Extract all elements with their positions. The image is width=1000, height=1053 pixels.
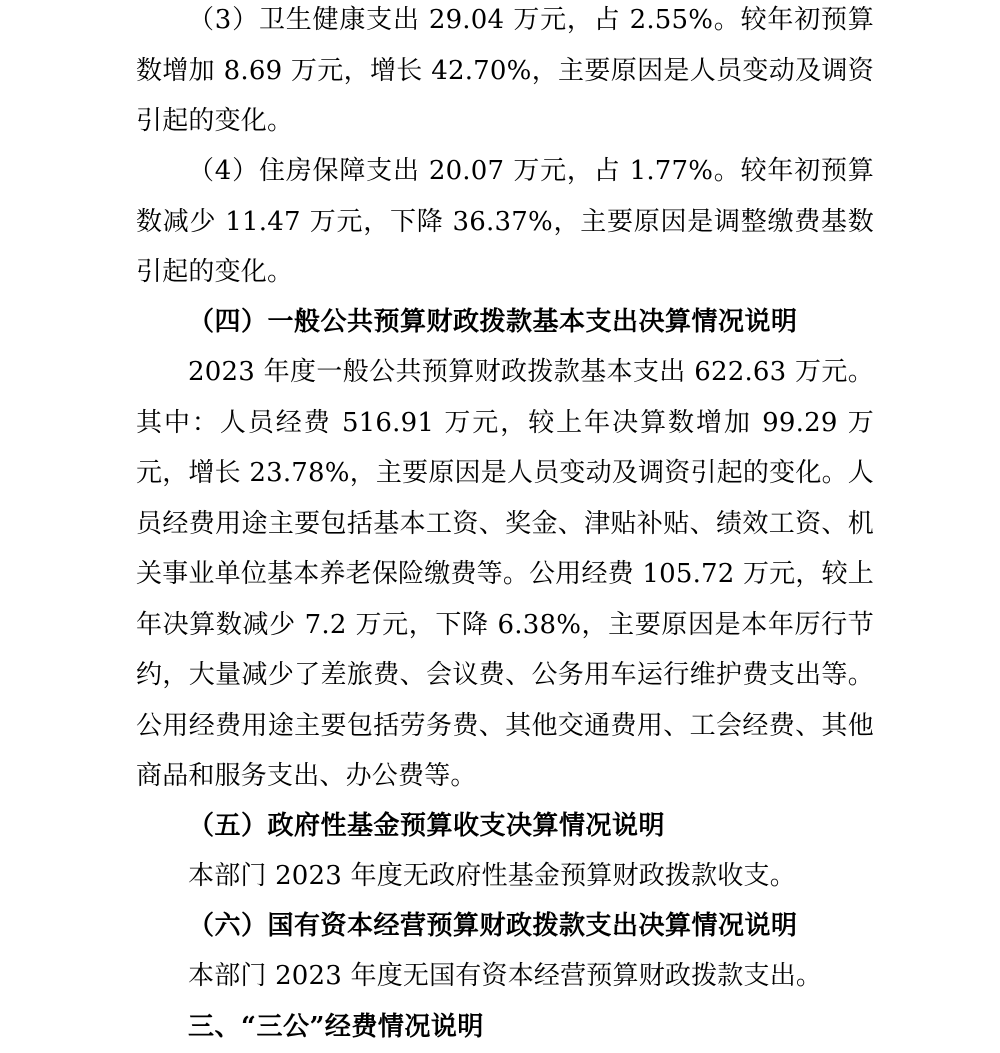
paragraph-health-expenditure: （3）卫生健康支出 29.04 万元，占 2.55%。较年初预算数增加 8.69 万元，增长 42.70%，主要原因是人员变动及调资引起的变化。 [136,5,874,136]
section-heading-basic-expenditure: （四）一般公共预算财政拨款基本支出决算情况说明 [188,307,798,337]
paragraph-state-capital: 本部门 2023 年度无国有资本经营预算财政拨款支出。 [188,961,823,991]
paragraph-housing-expenditure: （4）住房保障支出 20.07 万元，占 1.77%。较年初预算数减少 11.47 万元，下降 36.37%，主要原因是调整缴费基数引起的变化。 [136,156,874,287]
section-heading-state-capital: （六）国有资本经营预算财政拨款支出决算情况说明 [188,911,798,941]
section-heading-three-public-expenses: 三、“三公”经费情况说明 [188,1012,484,1042]
paragraph-basic-expenditure: 2023 年度一般公共预算财政拨款基本支出 622.63 万元。其中：人员经费 516.91 万元，较上年决算数增加 99.29 万元，增长 23.78%，主要原因是人员变动及调资引起的变化。人员经费用途主要包括基本工资、奖金、津贴补贴、绩效工资、机关事业单位基本养老保险缴费等。公用经费 105.72 万元，较上年决算数减少 7.2 万元，下降 6.38%，主要原因是本年厉行节约，大量减少了差旅费、会议费、公务用车运行维护费支出等。公用经费用途主要包括劳务费、其他交通费用、工会经费、其他商品和服务支出、办公费等。 [136,357,874,791]
paragraph-government-fund: 本部门 2023 年度无政府性基金预算财政拨款收支。 [188,861,796,891]
section-heading-government-fund: （五）政府性基金预算收支决算情况说明 [188,811,666,841]
